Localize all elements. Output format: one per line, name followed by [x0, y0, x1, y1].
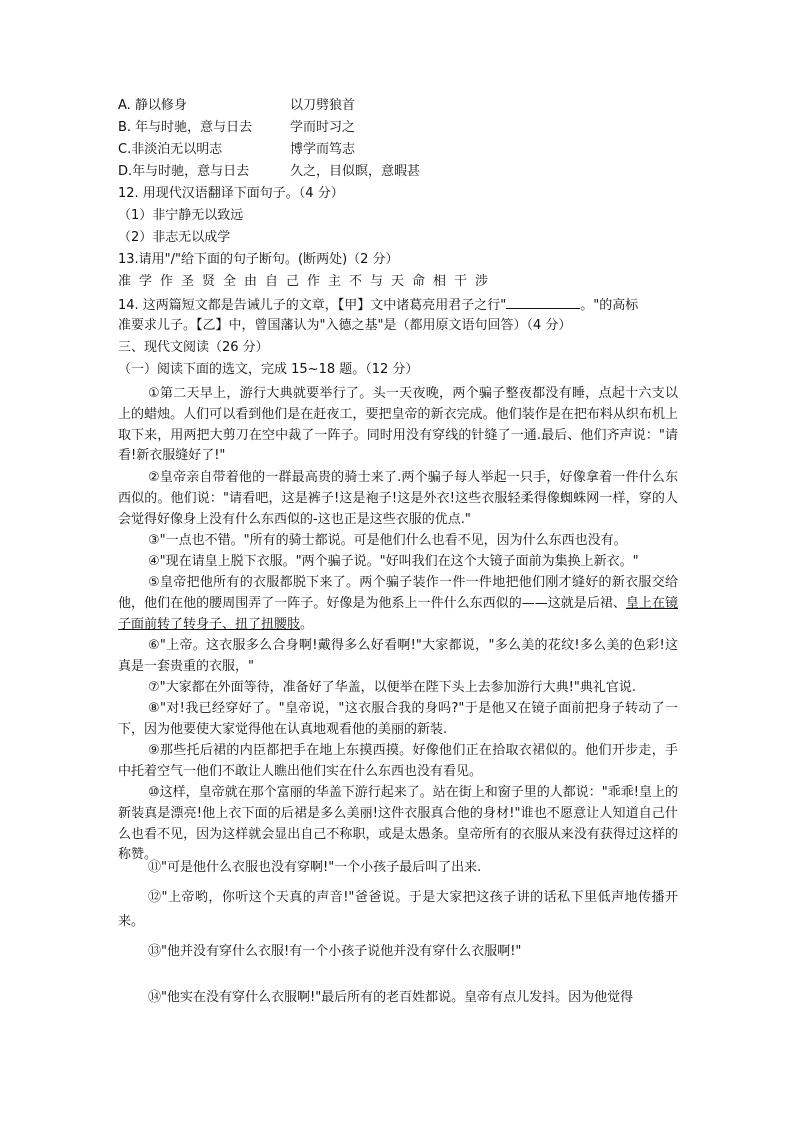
passage-p12	[118, 886, 678, 934]
passage-p5	[118, 573, 678, 635]
option-c-label: C.非淡泊无以明志	[118, 142, 223, 157]
q13-sentence: 准学作圣贤全由自己作主不与天命相干涉	[118, 274, 497, 289]
section-sub: （一）阅读下面的选文，完成 15~18 题。（12 分）	[118, 362, 419, 377]
passage-p10	[118, 783, 678, 866]
passage-p13	[118, 940, 678, 964]
passage-p14-text: ⑭"他实在没有穿什么衣服啊!"最后所有的老百姓都说。皇帝有点儿发抖。因为他觉得	[148, 990, 634, 1005]
passage-p5-text: ⑤皇帝把他所有的衣服都脱下来了。两个骗子装作一件一件地把他们刚才缝好的新衣服交给他，他们在他的腰周围弄了一阵子。好像是为他系上一件什么东西似的——这就是后裙、	[118, 575, 678, 611]
option-b-pair: 学而时习之	[290, 120, 356, 135]
option-a-label: A. 静以修身	[118, 98, 187, 113]
q14-line1	[118, 294, 678, 316]
passage-p10-text: ⑩这样，皇帝就在那个富丽的华盖下游行起来了。站在街上和窗子里的人都说："乖乖!皇上的新装真是漂亮!他上衣下面的后裙是多么美丽!这件衣服真合他的身材!"谁也不愿意让人知道自己什么也看不见，因为这样就会显出自己不称职，或是太愚条。皇帝所有的衣服从来没有获得过这样的称赞。	[118, 785, 678, 863]
q14-line1-pre: 14. 这两篇短文都是告诫儿子的文章，【甲】文中诸葛亮用君子之行"	[118, 298, 507, 313]
passage-p8	[118, 699, 678, 741]
passage-p1	[118, 384, 678, 467]
passage-p3	[118, 531, 678, 552]
q13-stem: 13.请用"/"给下面的句子断句。(断两处)（2 分）	[118, 252, 399, 267]
passage-p6	[118, 636, 678, 678]
passage-p3-text: ③"一点也不错。"所有的骑士都说。可是他们什么也看不见，因为什么东西也没有。	[148, 533, 627, 548]
answer-blank[interactable]	[506, 294, 580, 309]
passage-p5-underlined: 皇上在镜子面前转了转身子、扭了扭腰肢	[118, 595, 678, 632]
q14-line1-post: 。"的高标	[580, 298, 639, 313]
option-a-pair: 以刀劈狼首	[290, 98, 356, 113]
passage-p1-text: ①第二天早上，游行大典就要举行了。头一天夜晚，两个骗子整夜都没有睡，点起十六支以上的蜡烛。人们可以看到他们是在赶夜工，要把皇帝的新衣完成。他们装作是在把布料从织布机上取下来，用两把大剪刀在空中裁了一阵子。同时用没有穿线的针缝了一通.最后、他们齐声说："请看!新衣服缝好了!"	[118, 386, 678, 464]
passage-p2-text: ②皇帝亲自带着他的一群最高贵的骑士来了.两个骗子每人举起一只手，好像拿着一件什么东西似的。他们说："请看吧，这是裤子!这是袍子!这是外衣!这些衣服轻柔得像蜘蛛网一样，穿的人会觉得好像身上没有什么东西似的-这也正是这些衣服的优点."	[118, 470, 678, 527]
passage-p12-text: ⑫"上帝哟，你听这个天真的声音!"爸爸说。于是大家把这孩子讲的话私下里低声地传播开来。	[118, 890, 678, 929]
section-title: 三、现代文阅读（26 分）	[118, 340, 269, 355]
passage-p8-text: ⑧"对!我已经穿好了。"皇帝说，"这衣服合我的身吗?"于是他又在镜子面前把身子转动了一下，因为他要使大家觉得他在认真地观看他的美丽的新装.	[118, 701, 678, 737]
passage-p4-text: ④"现在请皇上脱下衣服。"两个骗子说。"好叫我们在这个大镜子面前为集换上新衣。"	[148, 554, 639, 569]
option-c-pair: 博学而笃志	[290, 142, 356, 157]
passage-p9-text: ⑨那些托后裙的内臣都把手在地上东摸西摸。好像他们正在拾取衣裙似的。他们开步走，手中托着空气一他们不敢让人瞧出他们实在什么东西也没有看见。	[118, 743, 678, 779]
passage-p4	[118, 552, 678, 573]
passage-p9	[118, 741, 678, 783]
q12-item2: （2）非志无以成学	[118, 230, 231, 245]
q12-stem: 12. 用现代汉语翻译下面句子。（4 分）	[118, 186, 344, 201]
q12-item1: （1）非宁静无以致远	[118, 208, 244, 223]
passage-p6-text: ⑥"上帝。这衣服多么合身啊!戴得多么好看啊!"大家都说，"多么美的花纹!多么美的色彩!这真是一套贵重的衣服，"	[118, 638, 678, 674]
option-d-pair: 久之，目似瞑，意暇甚	[290, 164, 421, 179]
passage-p13-text: ⑬"他并没有穿什么衣服!有一个小孩子说他并没有穿什么衣服啊!"	[148, 944, 522, 959]
passage-p14	[118, 986, 678, 1010]
passage-p7	[118, 678, 678, 699]
passage-p11-text: ⑪"可是他什么衣服也没有穿啊!"一个小孩子最后叫了出来.	[148, 860, 482, 875]
q14-line2: 准要求儿子。【乙】中，曾国藩认为"入德之基"是（都用原文语句回答）（4 分）	[118, 318, 572, 333]
passage-p7-text: ⑦"大家都在外面等待，准备好了华盖，以便举在陛下头上去参加游行大典!"典礼官说.	[148, 680, 636, 695]
option-d-label: D.年与时驰，意与日去	[118, 164, 250, 179]
passage-p2	[118, 468, 678, 530]
passage-p5-end: 。	[300, 616, 314, 632]
option-b-label: B. 年与时驰，意与日去	[118, 120, 253, 135]
passage-p11	[118, 856, 678, 880]
